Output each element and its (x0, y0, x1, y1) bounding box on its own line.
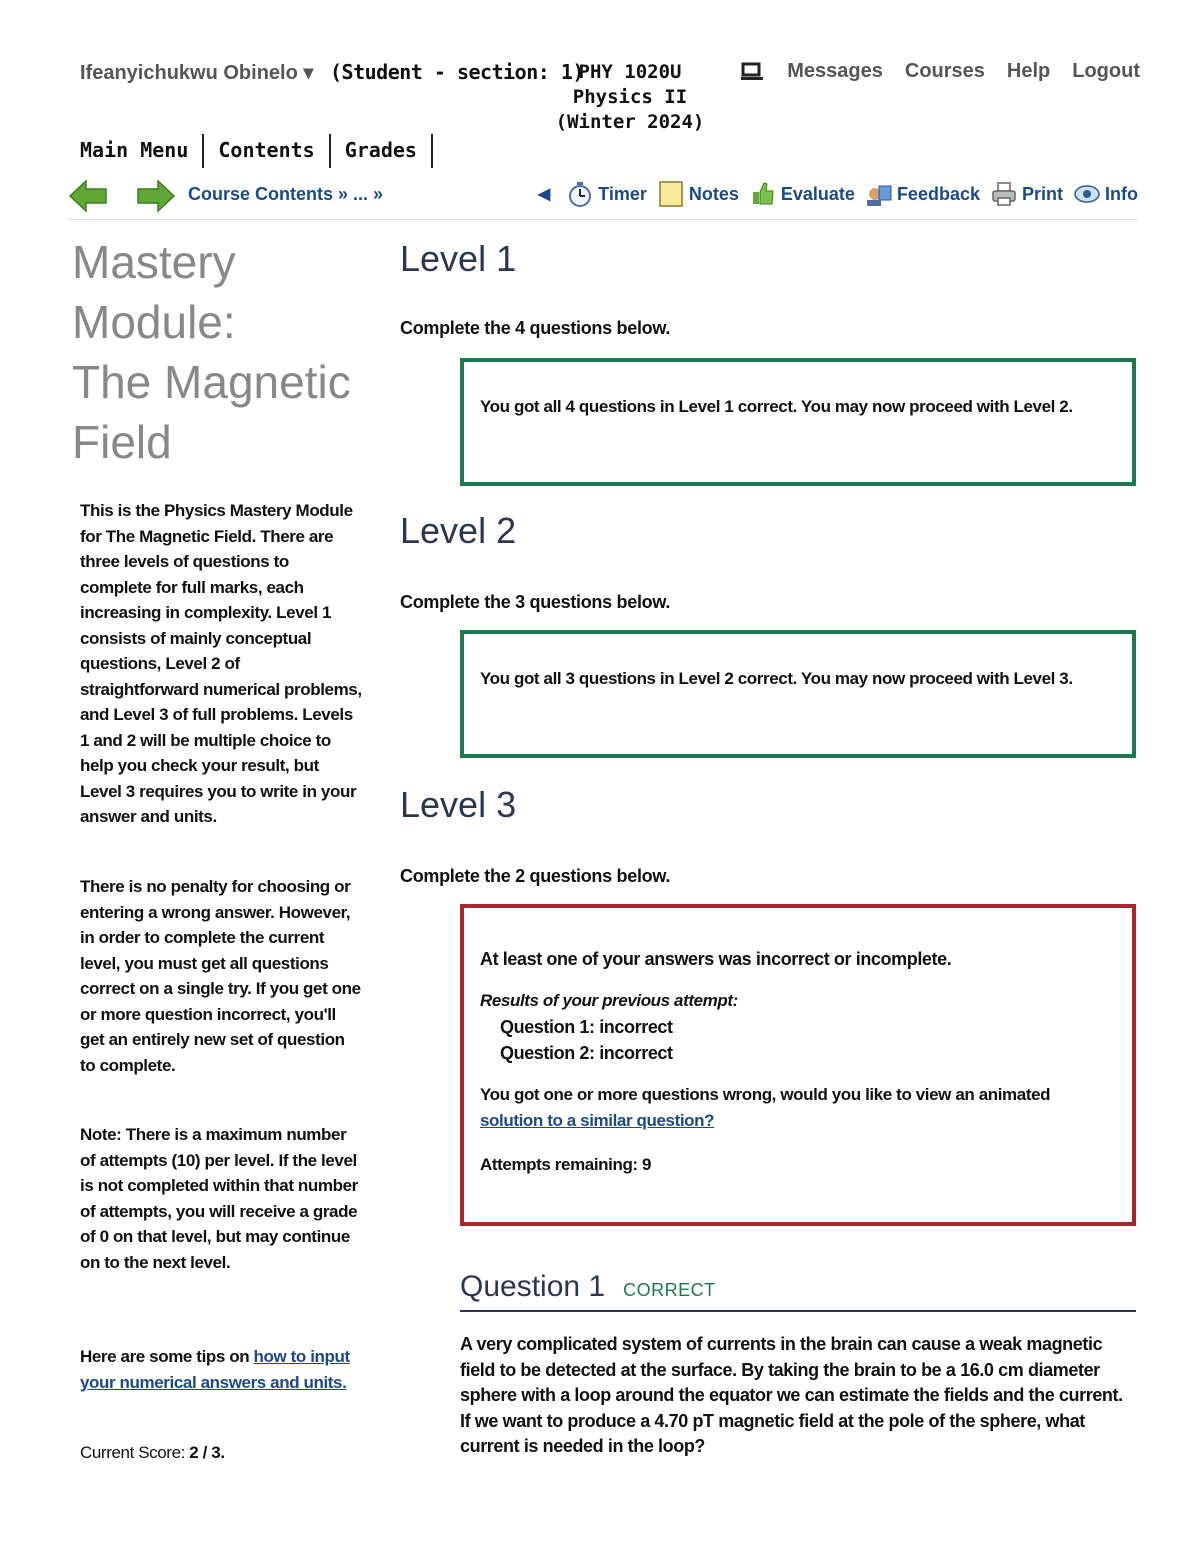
notes-tool[interactable] (657, 180, 739, 208)
level-3-result-box (460, 904, 1136, 1226)
info-eye-icon (1073, 180, 1101, 208)
print-tool[interactable] (990, 180, 1063, 208)
timer-label[interactable]: Timer (598, 183, 647, 204)
level-2-message: You got all 3 questions in Level 2 correct. You may now proceed with Level 3. (480, 669, 1073, 688)
timer-icon (566, 180, 594, 208)
level-3-instruction: Complete the 2 questions below. (400, 866, 671, 886)
course-code: PHY 1020U (578, 61, 682, 83)
level-2-heading: Level 2 (400, 510, 517, 551)
notes-icon (657, 180, 685, 208)
tips-paragraph: Here are some tips on how to input your numerical answers and units. (80, 1347, 350, 1392)
feedback-tool[interactable] (865, 180, 980, 208)
course-name: Physics II (572, 86, 688, 108)
user-menu[interactable] (80, 60, 313, 85)
page-header (80, 58, 1140, 138)
result-question-1: Question 1: incorrect (500, 1017, 673, 1037)
sidebar (72, 232, 362, 1462)
print-label[interactable]: Print (1021, 183, 1063, 204)
level-1-result-box (460, 358, 1136, 486)
score-value: 2 / 3. (189, 1443, 225, 1462)
attempts-note: Note: There is a maximum number of attempts (10) per level. If the level is not completed within that number of attempts, you will receive a grade of 0 on that level, but may continue on to the next level. (80, 1125, 358, 1272)
solution-prompt: You got one or more questions wrong, would you like to view an animated solution to a similar question? (480, 1085, 1051, 1130)
evaluate-tool[interactable] (749, 180, 855, 208)
question-status-badge: CORRECT (623, 1280, 716, 1300)
user-role: (Student - section: 1) (330, 60, 584, 84)
tips-link[interactable]: how to input your numerical answers and units. (80, 1347, 350, 1392)
previous-arrow-icon[interactable] (68, 178, 108, 214)
courses-link[interactable]: Courses (904, 60, 985, 82)
module-intro: This is the Physics Mastery Module for The Magnetic Field. There are three levels of questions to complete for full marks, each increasing in complexity. Level 1 consists of mainly conceptual questions, Level 2 of straightforward numerical problems, and Level 3 of full problems. Levels 1 and 2 will be multiple choice to help you check your result, but Level 3 requires you to write in your answer and units. (80, 501, 362, 826)
result-question-2: Question 2: incorrect (500, 1043, 673, 1063)
solution-link[interactable]: solution to a similar question? (480, 1111, 715, 1130)
evaluate-label[interactable]: Evaluate (780, 183, 855, 204)
help-link[interactable]: Help (1006, 60, 1051, 82)
info-tool[interactable] (1073, 180, 1138, 208)
printer-icon (990, 180, 1018, 208)
feedback-label[interactable]: Feedback (896, 183, 980, 204)
level-1-message: You got all 4 questions in Level 1 correct. You may now proceed with Level 2. (480, 397, 1073, 416)
question-1-header (460, 1270, 1136, 1312)
messages-link[interactable]: Messages (787, 60, 883, 82)
course-info (510, 60, 750, 135)
thumbs-up-icon (749, 180, 777, 208)
info-label[interactable]: Info (1105, 183, 1138, 204)
laptop-icon[interactable] (739, 62, 765, 82)
next-arrow-icon[interactable] (136, 178, 176, 214)
level-1-instruction: Complete the 4 questions below. (400, 318, 671, 338)
level-2-result-box (460, 630, 1136, 758)
chevron-down-icon[interactable]: ▾ (303, 62, 314, 84)
menu-grades[interactable]: Grades (331, 134, 433, 168)
course-term: (Winter 2024) (555, 111, 705, 133)
question-title: Question 1 (460, 1270, 606, 1303)
feedback-icon (865, 180, 893, 208)
level-2-instruction: Complete the 3 questions below. (400, 592, 671, 612)
level-3-heading: Level 3 (400, 784, 517, 825)
results-title: Results of your previous attempt: (480, 991, 738, 1010)
menu-main-menu[interactable]: Main Menu (80, 134, 204, 168)
level-3-message: At least one of your answers was incorrect or incomplete. (480, 949, 952, 969)
level-1-heading: Level 1 (400, 238, 517, 279)
menu-contents[interactable]: Contents (204, 134, 330, 168)
current-score: Current Score: 2 / 3. (80, 1443, 225, 1462)
user-name[interactable]: Ifeanyichukwu Obinelo (80, 62, 298, 84)
collapse-arrow-icon[interactable]: ◀ (537, 186, 551, 203)
notes-label[interactable]: Notes (688, 183, 739, 204)
module-title: Mastery Module: The Magnetic Field (72, 236, 351, 468)
breadcrumb[interactable]: Course Contents » ... » (188, 184, 384, 204)
top-links (739, 60, 1140, 83)
toolbar (68, 176, 1138, 220)
timer-tool[interactable] (566, 180, 647, 208)
penalty-note: There is no penalty for choosing or entering a wrong answer. However, in order to complete the current level, you must get all questions correct on a single try. If you get one or more question incorrect, you'll get an entirely new set of question to complete. (80, 877, 361, 1075)
question-text: A very complicated system of currents in the brain can cause a weak magnetic field to be detected at the surface. By taking the brain to be a 16.0 cm diameter sphere with a loop around the equator we can estimate the fields and the current. If we want to produce a 4.70 pT magnetic field at the pole of the sphere, what current is needed in the loop? (460, 1334, 1123, 1456)
attempts-remaining: Attempts remaining: 9 (480, 1155, 652, 1174)
logout-link[interactable]: Logout (1072, 60, 1140, 82)
tool-links (538, 180, 1138, 208)
main-menubar (80, 134, 433, 168)
